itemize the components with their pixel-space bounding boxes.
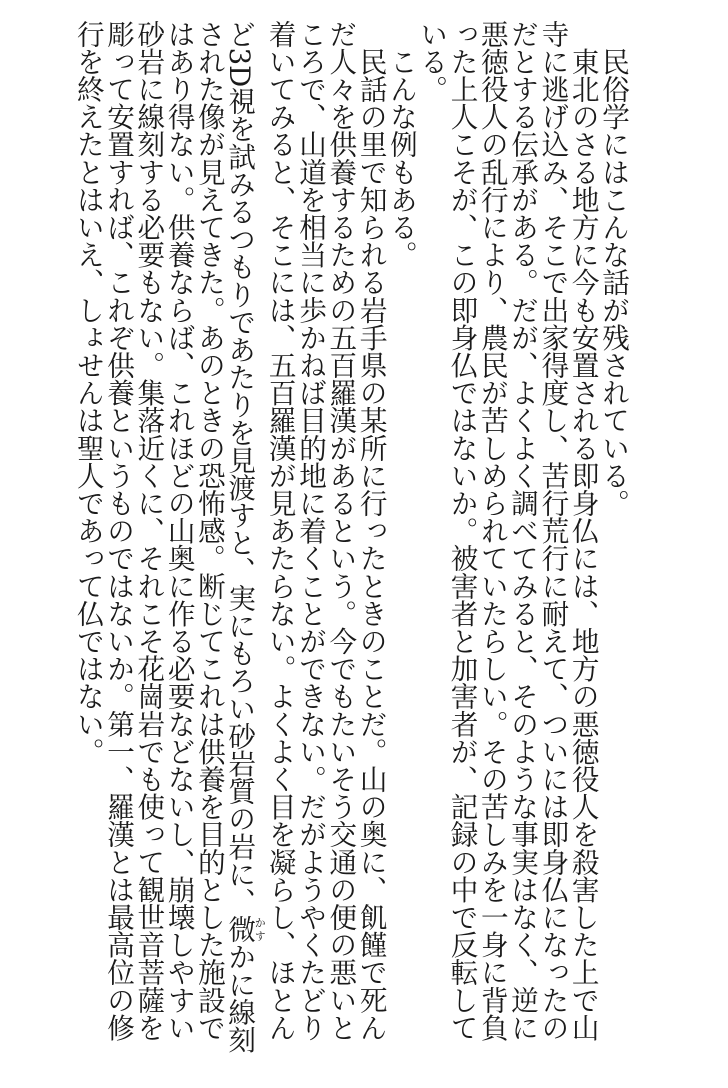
ruby-base-text: 微 [223, 915, 257, 943]
paragraph-gohyaku-rakan [71, 20, 388, 1060]
ruby-reading: かす [253, 915, 267, 943]
paragraph-sokushinbutsu: 東北のさる地方に今も安置される即身仏には、地方の悪徳役人を殺害した上で山寺に逃げ込み、そこで出家得度し、苦行荒行に耐えて、ついには即身仏になったのだとする伝承がある。だが、よくよく調べてみると、そのような事実はなく、逆に悪徳役人の乱行により、農民が苦しめられていたらしい。その苦しみを一身に背負った上人こそが、この即身仏ではないか。被害者と加害者が、記録の中で反転している。 [415, 20, 600, 1042]
ruby-kasuka [223, 915, 267, 943]
paragraph-folklore-intro: 民俗学にはこんな話が残されている。 [597, 20, 630, 517]
paragraph-another-example: こんな例もある。 [384, 20, 418, 269]
rakan-text-after-ruby: かに線刻された像が見えてきた。あのときの恐怖感。断じてこれは供養を目的とした施設ではあり得ない。供養ならば、これほどの山奥に作る必要などないし、崩壊しやすい砂岩に線刻する必要もない。集落近くに、それこそ花崗岩でも使って観世音菩薩を彫って安置すれば、これぞ供養というものではないか。第一、羅漢とは最高位の修行を終えたとはいえ、しょせんは聖人であって仏ではない。 [71, 20, 257, 1054]
vertical-text-body [72, 20, 628, 1060]
rakan-text-before-ruby: 民話の里で知られる岩手県の某所に行ったときのことだ。山の奥に、飢饉で死んだ人々を供養するための五百羅漢があるという。今でもたいそう交通の便の悪いところで、山道を相当に歩かねば目的地に着くことができない。だがようやくたどり着いてみると、そこには、五百羅漢が見あたらない。よくよく目を凝らし、ほとんど3D視を試みるつもりであたりを見渡すと、実にもろい砂岩質の岩に、 [223, 20, 388, 1042]
